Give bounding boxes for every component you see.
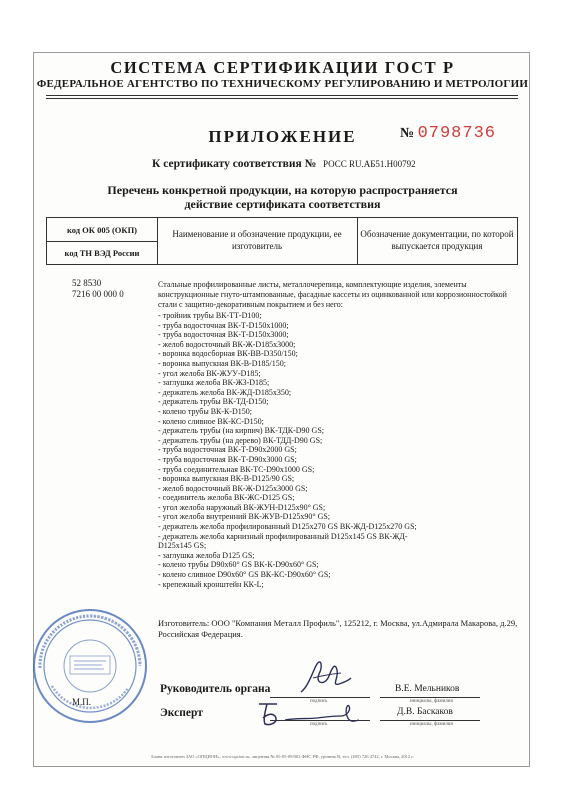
expert-name-caption: инициалы, фамилия: [410, 722, 453, 727]
list-item: - держатель желоба профилированный D125х270 GS ВК-ЖД-D125х270 GS;: [158, 522, 417, 532]
expert-handwritten-signature: [255, 698, 365, 728]
round-seal-stamp: [30, 606, 150, 726]
list-item: - угол желоба внутренний ВК-ЖУВ-D125х90° GS;: [158, 512, 331, 522]
code-tn: 7216 00 000 0: [72, 289, 124, 299]
list-item: - колено сливное ВК-КС-D150;: [158, 416, 264, 426]
number-sign: №: [400, 126, 415, 141]
form-footer: Бланк изготовлен ЗАО «ОПЦИОН», www.opcion.ru, лицензия № 05-05-09/003 ФНС РФ, уровень В, тел. (495) 726 4742, г. Москва, 2012 г.: [151, 754, 414, 759]
stamp-mp-label: М.П.: [72, 697, 92, 707]
list-item: - соединитель желоба ВК-ЖС-D125 GS;: [158, 493, 295, 503]
list-item: D125х145 GS;: [158, 541, 207, 551]
header-rule-thin: [46, 98, 518, 99]
list-item: - желоб водосточный ВК-Ж-D125х3000 GS;: [158, 483, 308, 493]
list-item: - колено сливное D90х60° GS ВК-КС-D90х60° GS;: [158, 570, 331, 580]
certificate-label: К сертификату соответствия №: [152, 158, 317, 170]
appendix-title: ПРИЛОЖЕНИЕ: [208, 127, 357, 146]
head-name-caption: инициалы, фамилия: [410, 699, 453, 704]
name-column-header: Наименование и обозначение продукции, ее изготовитель: [157, 218, 358, 264]
code-column: [47, 218, 158, 264]
list-item: - угол желоба ВК-ЖУУ-D185;: [158, 368, 261, 378]
list-item: - труба водосточная ВК-Т-D90х2000 GS;: [158, 445, 297, 455]
expert-name-line: [380, 720, 480, 721]
list-item: - заглушка желоба D125 GS;: [158, 550, 255, 560]
head-label: Руководитель органа: [160, 683, 271, 695]
list-item: - воронка выпускная ВК-В-D125/90 GS;: [158, 474, 295, 484]
head-signature-caption: подпись: [310, 699, 328, 704]
head-name: В.Е. Мельников: [395, 684, 460, 694]
serial-number: 0798736: [417, 124, 496, 143]
list-item: - держатель желоба ВК-ЖД-D185х350;: [158, 387, 292, 397]
manufacturer-text: Изготовитель: ООО "Компания Металл Профиль", 125212, г. Москва, ул.Адмирала Макарова, д.29, Российская Федерация.: [158, 618, 518, 639]
list-item: - труба соединительная ВК-ТС-D90х1000 GS;: [158, 464, 315, 474]
code-okp-header: код ОК 005 (ОКП): [47, 218, 157, 242]
list-item: - колено трубы D90х60° GS ВК-К-D90х60° GS;: [158, 560, 319, 570]
product-list: [158, 311, 518, 589]
expert-label: Эксперт: [160, 707, 203, 719]
list-item: - крепежный кронштейн КК-L;: [158, 579, 264, 589]
list-item: - угол желоба наружный ВК-ЖУН-D125х90° GS;: [158, 502, 326, 512]
list-item: - держатель трубы (на дерево) ВК-ТДД-D90 GS;: [158, 435, 323, 445]
agency-title: ФЕДЕРАЛЬНОЕ АГЕНТСТВО ПО ТЕХНИЧЕСКОМУ РЕГУЛИРОВАНИЮ И МЕТРОЛОГИИ: [36, 78, 529, 90]
expert-name: Д.В. Баскаков: [397, 707, 453, 717]
product-codes: [72, 278, 124, 300]
list-item: - колено трубы ВК-К-D150;: [158, 406, 253, 416]
list-item: - труба водосточная ВК-Т-D150х3000;: [158, 330, 289, 340]
code-okp: 52 8530: [72, 278, 102, 288]
list-item: - тройник трубы ВК-ТТ-D100;: [158, 311, 262, 320]
list-item: - воронка выпускная ВК-В-D185/150;: [158, 358, 286, 368]
system-title: СИСТЕМА СЕРТИФИКАЦИИ ГОСТ Р: [110, 58, 455, 77]
list-item: - труба водосточная ВК-Т-D150х1000;: [158, 320, 289, 330]
list-item: - держатель желоба карнизный профилированный D125х145 GS ВК-ЖД-: [158, 531, 408, 541]
appendix-number: [400, 124, 496, 143]
docs-column-header: Обозначение документации, по которой выпускается продукция: [360, 229, 514, 251]
subtitle-line2: действие сертификата соответствия: [184, 197, 381, 211]
header-rule: [46, 95, 518, 96]
product-intro: Стальные профилированные листы, металлочерепица, комплектующие изделия, элементы конструкционные гнуто-штампованные, фасадные кассеты из оцинкованной или коррозионностойкой стали с защитно-декоративным покрытием и без него:: [158, 280, 507, 309]
head-handwritten-signature: [295, 656, 355, 698]
head-name-line: [380, 697, 480, 698]
list-item: - желоб водосточный ВК-Ж-D185х3000;: [158, 339, 296, 349]
list-item: - труба водосточная ВК-Т-D90х3000 GS;: [158, 454, 297, 464]
list-item: - держатель трубы (на кирпич) ВК-ТДК-D90 GS;: [158, 426, 324, 436]
code-tn-header: код ТН ВЭД России: [64, 247, 140, 258]
expert-signature-caption: подпись: [310, 722, 328, 727]
list-item: - заглушка желоба ВК-ЖЗ-D185;: [158, 378, 270, 388]
list-item: - держатель трубы ВК-ТД-D150;: [158, 397, 269, 407]
subtitle-line1: Перечень конкретной продукции, на которую распространяется: [107, 183, 458, 197]
product-table-header: [46, 217, 518, 265]
certificate-line: [152, 158, 416, 170]
certificate-value: РОСС RU.АБ51.Н00792: [323, 159, 416, 169]
list-item: - воронка водосборная ВК-ВВ-D350/150;: [158, 349, 298, 359]
